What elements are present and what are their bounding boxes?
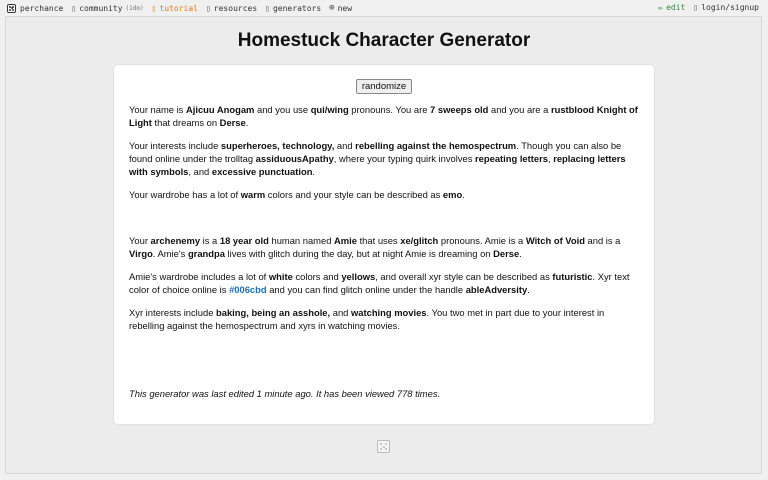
- dice-icon: [377, 440, 390, 453]
- nav-community[interactable]: [71, 4, 143, 13]
- pencil-icon: ✏: [658, 3, 664, 12]
- nav-login[interactable]: [693, 3, 759, 12]
- nav-resources[interactable]: [206, 4, 257, 13]
- nav-community-label: community: [79, 3, 123, 13]
- nav-edit-label: edit: [666, 3, 686, 12]
- user-icon: ▯: [693, 3, 699, 12]
- nav-login-label: login/signup: [701, 3, 759, 12]
- plus-circle-icon: ⊕: [329, 3, 335, 13]
- color-hex-link: #006cbd: [229, 284, 267, 295]
- nav-resources-label: resources: [213, 3, 258, 13]
- nav-left: [7, 3, 360, 13]
- nav-generators-label: generators: [272, 3, 322, 13]
- paragraph-identity: Your name is Ajicuu Anogam and you use qui/wing pronouns. You are 7 sweeps old and you are a rustblood Knight of Light that dreams on Derse.: [129, 104, 638, 128]
- generator-info-note: This generator was last edited 1 minute ago. It has been viewed 778 times.: [129, 388, 441, 399]
- paragraph-interests: Your interests include superheroes, technology, and rebelling against the hemospectrum. Though you can also be found online under the trolltag assiduousApathy, where your typing quirk involves repeating letters, replacing letters with symbols, and excessive punctuation.: [129, 140, 626, 177]
- nav-right: [650, 3, 759, 12]
- paragraph-archenemy: Your archenemy is a 18 year old human named Amie that uses xe/glitch pronouns. Amie is a Witch of Void and is a Virgo. Amie's grandpa lives with glitch during the day, but at night Amie is dreaming on Derse.: [129, 235, 621, 259]
- paragraph-archenemy-interests: Xyr interests include baking, being an asshole, and watching movies. You two met in part due to your interest in rebelling against the hemospectrum and xyrs in watching movies.: [129, 307, 605, 331]
- randomize-button[interactable]: randomize: [356, 79, 412, 94]
- book-icon: ▯: [205, 3, 211, 13]
- community-badge: (1dm): [125, 4, 144, 12]
- nav-edit[interactable]: [658, 3, 685, 12]
- paragraph-archenemy-wardrobe: Amie's wardrobe includes a lot of white colors and yellows, and overall xyr style can be described as futuristic. Xyr text color of choice online is #006cbd and you can find glitch online under the handle ableAdversity.: [129, 271, 630, 295]
- book-icon: ▯: [151, 3, 157, 13]
- nav-perchance-label: perchance: [20, 3, 64, 13]
- page-title: Homestuck Character Generator: [237, 30, 531, 51]
- nav-new[interactable]: [329, 3, 352, 13]
- nav-generators[interactable]: [265, 4, 321, 13]
- nav-perchance[interactable]: [7, 4, 63, 13]
- nav-tutorial[interactable]: [152, 4, 198, 13]
- book-icon: ▯: [71, 3, 77, 13]
- grid-icon: ▯: [265, 3, 270, 13]
- top-nav-bar: [0, 0, 768, 16]
- nav-tutorial-label: tutorial: [159, 3, 198, 13]
- dice-icon: [7, 4, 16, 13]
- nav-new-label: new: [337, 3, 353, 13]
- paragraph-wardrobe: Your wardrobe has a lot of warm colors and your style can be described as emo.: [129, 189, 465, 200]
